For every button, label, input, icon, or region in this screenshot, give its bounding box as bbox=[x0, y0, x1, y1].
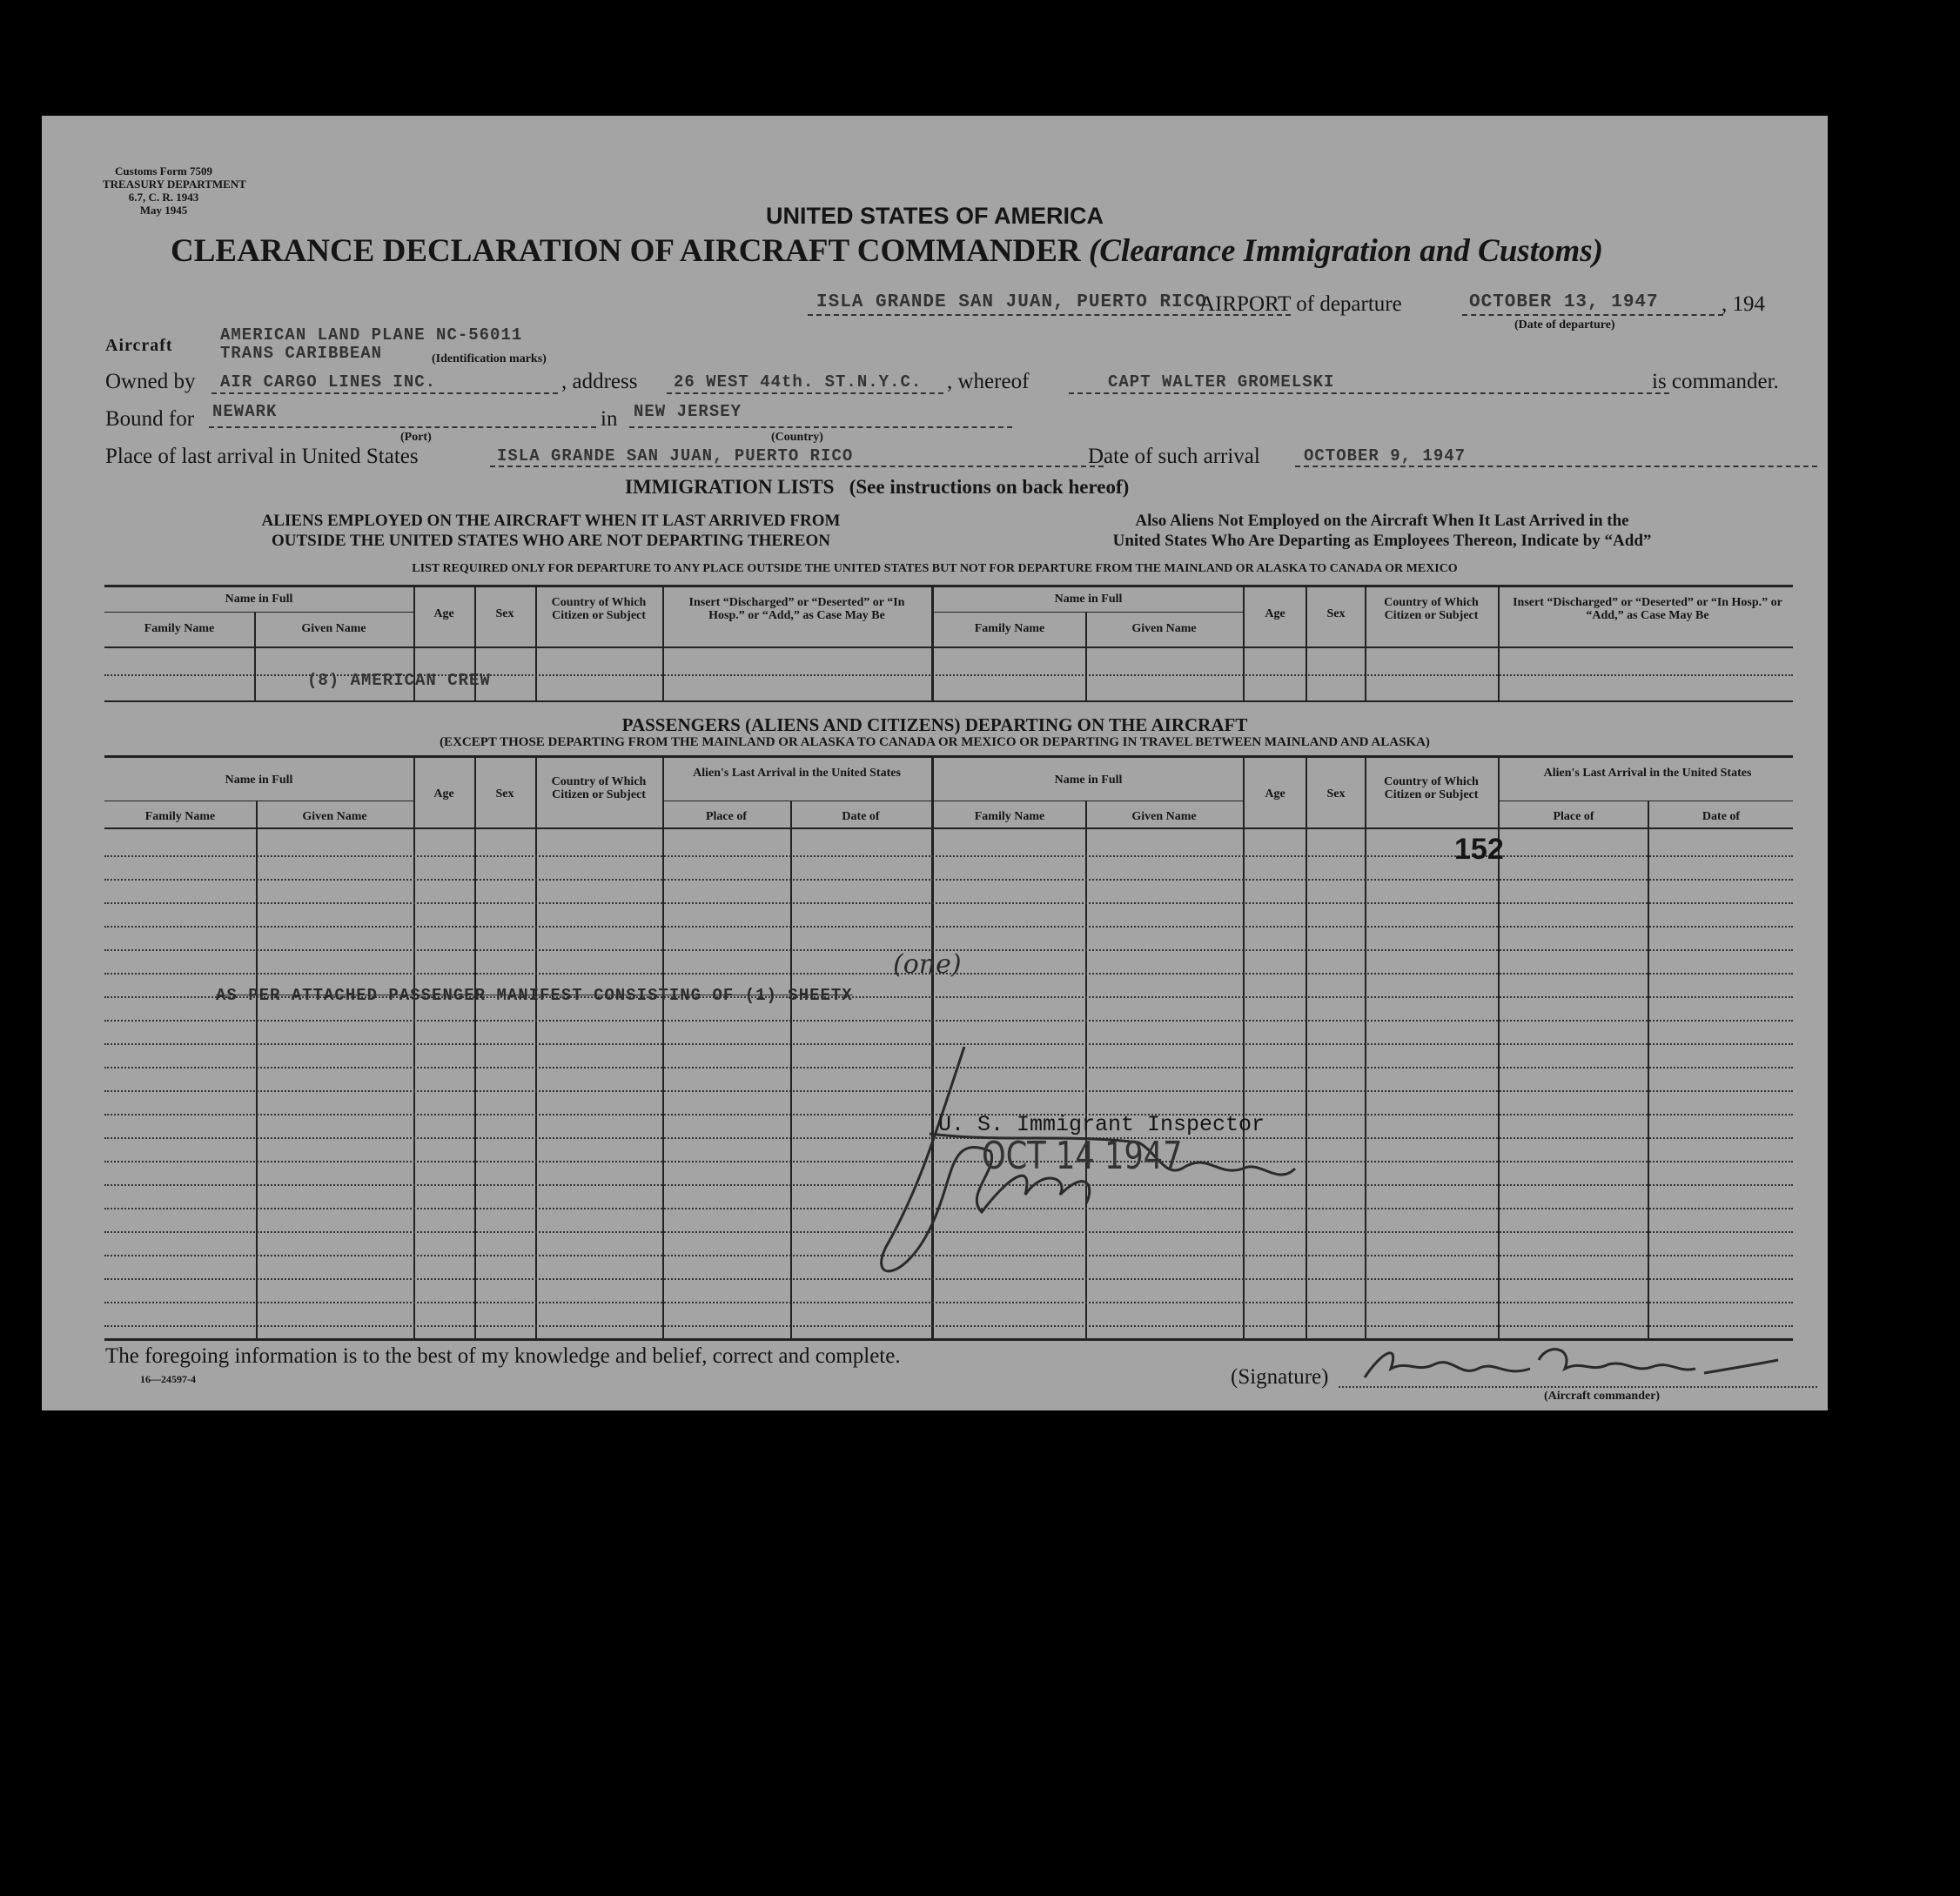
aliens-employed-heading bbox=[138, 511, 964, 551]
signature-label: (Signature) bbox=[1231, 1365, 1329, 1389]
immigration-heading bbox=[625, 476, 1129, 499]
pass-col-1 bbox=[256, 801, 258, 1338]
owner-value: AIR CARGO LINES INC. bbox=[220, 372, 437, 392]
aliens-employed-line-1: ALIENS EMPLOYED ON THE AIRCRAFT WHEN IT LAST ARRIVED FROM bbox=[261, 512, 841, 530]
imm-col-country-left: Country of Which Citizen or Subject bbox=[551, 596, 647, 622]
aliens-not-employed-heading bbox=[1017, 511, 1748, 551]
bound-port-line bbox=[209, 426, 596, 428]
pass-col-date-left: Date of bbox=[842, 810, 880, 823]
aliens-employed-line-2: OUTSIDE THE UNITED STATES WHO ARE NOT DEPARTING THEREON bbox=[272, 532, 830, 550]
imm-col-4 bbox=[535, 586, 537, 700]
imm-col-insert-right: Insert “Discharged” or “Deserted” or “In Hosp.” or “Add,” as Case May Be bbox=[1513, 596, 1782, 622]
imm-col-name-right: Name in Full bbox=[1054, 593, 1123, 606]
pass-col-name-left: Name in Full bbox=[225, 774, 293, 787]
title-main: CLEARANCE DECLARATION OF AIRCRAFT COMMANDER bbox=[171, 233, 1081, 269]
form-department: TREASURY DEPARTMENT bbox=[103, 178, 246, 191]
address-label: , address bbox=[561, 370, 638, 393]
imm-col-8 bbox=[1243, 586, 1245, 700]
departure-airport-value: ISLA GRANDE SAN JUAN, PUERTO RICO bbox=[816, 292, 1207, 312]
imm-col-age-left: Age bbox=[433, 607, 454, 620]
pass-table-top-rule bbox=[104, 755, 1793, 758]
inspector-signature bbox=[947, 1073, 1193, 1113]
departure-date-caption: (Date of departure) bbox=[1514, 318, 1615, 332]
last-arrival-date-line bbox=[1295, 466, 1817, 467]
whereof-label: , whereof bbox=[947, 370, 1030, 393]
imm-col-given-left: Given Name bbox=[301, 622, 366, 635]
commander-line bbox=[1069, 392, 1669, 394]
pass-col-given-left: Given Name bbox=[302, 810, 367, 823]
bound-in-label: in bbox=[601, 407, 618, 431]
imm-col-9 bbox=[1306, 586, 1307, 700]
pass-col-date-right: Date of bbox=[1702, 810, 1741, 823]
pass-col-name-right: Name in Full bbox=[1054, 774, 1123, 787]
country-heading: UNITED STATES OF AMERICA bbox=[766, 203, 1104, 229]
departure-date-value: OCTOBER 13, 1947 bbox=[1469, 292, 1659, 312]
pass-col-5 bbox=[662, 757, 664, 1338]
crew-entry: (8) AMERICAN CREW bbox=[307, 671, 491, 690]
pass-col-sex-right: Sex bbox=[1326, 787, 1346, 801]
passenger-row-line bbox=[104, 879, 1793, 881]
commander-value: CAPT WALTER GROMELSKI bbox=[1108, 372, 1335, 392]
imm-col-sex-right: Sex bbox=[1326, 607, 1346, 620]
commander-signature bbox=[1408, 1341, 1715, 1381]
pass-col-given-right: Given Name bbox=[1131, 810, 1197, 823]
immigration-table-bottom-rule bbox=[104, 700, 1793, 702]
last-arrival-label: Place of last arrival in United States bbox=[105, 445, 419, 468]
last-arrival-place-line bbox=[490, 466, 1104, 467]
address-line bbox=[667, 392, 943, 394]
passengers-subheading: (EXCEPT THOSE DEPARTING FROM THE MAINLAND OR ALASKA TO CANADA OR MEXICO OR DEPARTING IN TRAVEL BETWEEN MAINLAND AND ALASKA) bbox=[440, 735, 1430, 749]
owner-line bbox=[211, 392, 558, 394]
imm-col-age-right: Age bbox=[1265, 607, 1285, 620]
departure-date-line bbox=[1462, 314, 1723, 316]
form-sheet bbox=[42, 116, 1828, 1410]
imm-col-insert-left: Insert “Discharged” or “Deserted” or “In Hosp.” or “Add,” as Case May Be bbox=[688, 596, 905, 622]
address-value: 26 WEST 44th. ST.N.Y.C. bbox=[674, 372, 923, 392]
inspector-title: U. S. Immigrant Inspector bbox=[938, 1112, 1265, 1137]
bound-country-line bbox=[629, 426, 1012, 428]
imm-col-given-right: Given Name bbox=[1131, 622, 1197, 635]
pass-col-4 bbox=[535, 757, 537, 1338]
list-note: LIST REQUIRED ONLY FOR DEPARTURE TO ANY PLACE OUTSIDE THE UNITED STATES BUT NOT FOR DEPARTURE FROM THE MAINLAND OR ALASKA TO CANADA OR MEXICO bbox=[412, 562, 1458, 575]
aircraft-caption: (Identification marks) bbox=[432, 352, 547, 365]
pass-col-6 bbox=[790, 801, 792, 1338]
passenger-row-line bbox=[104, 855, 1793, 857]
immigration-table-header-rule bbox=[104, 647, 1793, 648]
immigration-heading-note: (See instructions on back hereof) bbox=[849, 476, 1130, 498]
pass-col-13 bbox=[1648, 801, 1649, 1338]
pass-col-3 bbox=[474, 757, 476, 1338]
form-date: May 1945 bbox=[139, 204, 188, 217]
manifest-correction: (one) bbox=[893, 949, 962, 980]
pass-table-header-rule bbox=[104, 827, 1793, 829]
pass-col-age-left: Age bbox=[433, 787, 454, 801]
pass-col-arrival-left: Alien's Last Arrival in the United States bbox=[693, 767, 901, 780]
departure-airport-label: AIRPORT of departure bbox=[1199, 292, 1402, 316]
imm-col-10 bbox=[1365, 586, 1366, 700]
aircraft-label: Aircraft bbox=[105, 336, 173, 355]
aircraft-operator: TRANS CARIBBEAN bbox=[220, 344, 383, 363]
departure-year: , 194 bbox=[1722, 292, 1765, 316]
passenger-number: 152 bbox=[1454, 833, 1504, 866]
aliens-not-employed-line-1: Also Aliens Not Employed on the Aircraft When It Last Arrived in the bbox=[1135, 512, 1629, 530]
commander-label: is commander. bbox=[1652, 370, 1779, 393]
imm-name-split-right bbox=[934, 612, 1243, 613]
imm-col-5 bbox=[662, 586, 664, 700]
pass-col-place-left: Place of bbox=[705, 810, 748, 823]
bound-port-value: NEWARK bbox=[212, 402, 278, 421]
imm-col-11 bbox=[1498, 586, 1500, 700]
bound-port-caption: (Port) bbox=[400, 431, 432, 444]
imm-col-country-right: Country of Which Citizen or Subject bbox=[1384, 596, 1479, 622]
imm-col-sex-left: Sex bbox=[495, 607, 514, 620]
pass-col-country-left: Country of Which Citizen or Subject bbox=[551, 775, 647, 801]
last-arrival-date: OCTOBER 9, 1947 bbox=[1304, 446, 1467, 466]
pass-col-family-left: Family Name bbox=[144, 810, 216, 823]
manifest-line: AS PER ATTACHED PASSENGER MANIFEST CONSISTING OF (1) SHEETX bbox=[216, 986, 853, 1005]
print-code: 16—24597-4 bbox=[140, 1373, 196, 1385]
bound-country-caption: (Country) bbox=[771, 431, 823, 444]
last-arrival-date-label: Date of such arrival bbox=[1088, 445, 1260, 468]
imm-col-family-right: Family Name bbox=[974, 622, 1045, 635]
inspector-stamp-date: OCT 14 1947 bbox=[982, 1134, 1183, 1178]
immigration-heading-title: IMMIGRATION LISTS bbox=[625, 476, 835, 498]
immigration-table-top-rule bbox=[104, 585, 1793, 587]
pass-col-age-right: Age bbox=[1265, 787, 1285, 801]
imm-name-split-left bbox=[104, 612, 413, 613]
imm-col-family-left: Family Name bbox=[144, 622, 215, 635]
passenger-row-line bbox=[104, 926, 1793, 928]
form-number: Customs Form 7509 bbox=[115, 164, 212, 178]
pass-col-sex-left: Sex bbox=[495, 787, 514, 801]
passengers-heading: PASSENGERS (ALIENS AND CITIZENS) DEPARTING ON THE AIRCRAFT bbox=[621, 714, 1248, 735]
certification-text: The foregoing information is to the best of my knowledge and belief, correct and complete. bbox=[105, 1344, 901, 1368]
pass-col-country-right: Country of Which Citizen or Subject bbox=[1384, 775, 1479, 801]
owner-label: Owned by bbox=[105, 370, 196, 393]
last-arrival-place: ISLA GRANDE SAN JUAN, PUERTO RICO bbox=[497, 446, 854, 466]
form-regulation: 6.7, C. R. 1943 bbox=[128, 191, 199, 204]
signature-caption: (Aircraft commander) bbox=[1544, 1390, 1661, 1403]
pass-col-2 bbox=[413, 757, 415, 1338]
pass-col-place-right: Place of bbox=[1553, 810, 1594, 823]
pass-col-11 bbox=[1365, 757, 1366, 1338]
pass-col-arrival-right: Alien's Last Arrival in the United States bbox=[1543, 767, 1752, 780]
bound-label: Bound for bbox=[105, 407, 195, 431]
page-title bbox=[171, 232, 1603, 270]
aliens-not-employed-line-2: United States Who Are Departing as Employees Thereon, Indicate by “Add” bbox=[1112, 532, 1652, 550]
title-subtitle: (Clearance Immigration and Customs) bbox=[1088, 233, 1603, 269]
passenger-row-line bbox=[104, 902, 1793, 904]
imm-col-name-left: Name in Full bbox=[225, 593, 293, 606]
aircraft-value: AMERICAN LAND PLANE NC-56011 bbox=[220, 325, 523, 345]
pass-col-family-right: Family Name bbox=[974, 810, 1045, 823]
bound-country-value: NEW JERSEY bbox=[634, 402, 742, 421]
